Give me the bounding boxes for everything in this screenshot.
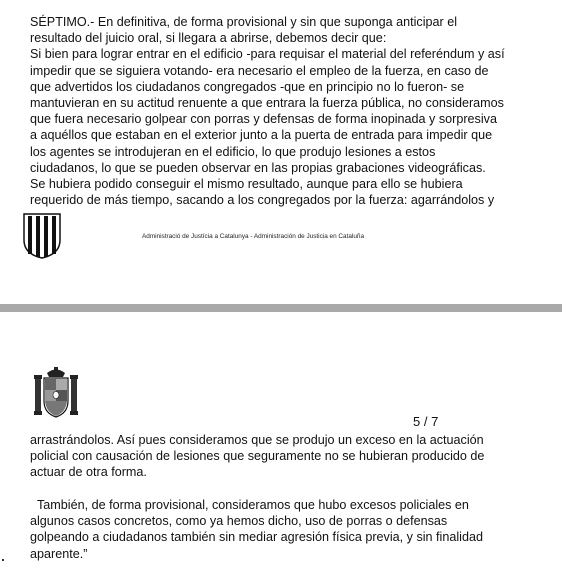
paragraph-continuation (30, 432, 530, 481)
text-line: resultado del juicio oral, si llegara a abrirse, debemos decir que: (30, 31, 387, 46)
paragraph-septimo (30, 14, 530, 208)
catalan-government-logo-icon (18, 210, 66, 260)
page-number: 5 / 7 (413, 414, 439, 429)
text-line: a aquéllos que estaban en el exterior junto a la puerta de entrada para impedir que (30, 128, 493, 143)
text-line: Se hubiera podido conseguir el mismo resultado, aunque para ello se hubiera (30, 177, 463, 192)
text-line: policial con causación de lesiones que seguramente no se hubieran producido de (30, 449, 485, 464)
text-line: arrastrándolos. Así pues consideramos que se produjo un exceso en la actuación (30, 433, 484, 447)
text-line: También, de forma provisional, consideramos que hubo excesos policiales en (37, 498, 469, 512)
scan-dot (2, 559, 4, 561)
text-line: impedir que se siguiera votando- era necesario el empleo de la fuerza, en caso de (30, 63, 489, 78)
paragraph-tambien (30, 497, 530, 562)
text-line: Si bien para lograr entrar en el edificio -para requisar el material del referéndum y así (30, 47, 505, 62)
text-line: que advertidos los ciudadanos congregados -que en principio no lo fueron- se (30, 79, 465, 94)
text-line: actuar de otra forma. (30, 465, 147, 480)
court-footer: Administració de Justícia a Catalunya - Administración de Justicia en Cataluña (142, 233, 365, 240)
text-line: ciudadanos, lo que se pueden observar en las propias grabaciones videográficas. (30, 160, 486, 175)
text-line: aparente.” (30, 546, 88, 561)
text-line: golpeando a ciudadanos también sin mediar agresión física previa, y sin finalidad (30, 530, 483, 545)
page-separator (0, 298, 562, 318)
text-line: algunos casos concretos, como ya hemos dicho, uso de porras o defensas (30, 514, 448, 529)
text-line: los agentes se introdujeran en el edificio, lo que produjo lesiones a estos (30, 144, 436, 159)
text-line: mantuvieran en su actitud renuente a que entrara la fuerza pública, no consideramos (30, 96, 504, 111)
spain-coat-of-arms-icon (33, 367, 79, 419)
text-line: SÉPTIMO.- En definitiva, de forma provisional y sin que suponga anticipar el (30, 15, 458, 29)
text-line: que fuera necesario golpear con porras y defensas de forma inopinada y sorpresiva (30, 112, 497, 127)
text-line: requerido de más tiempo, sacando a los congregados por la fuerza: agarrándolos y (30, 193, 495, 208)
